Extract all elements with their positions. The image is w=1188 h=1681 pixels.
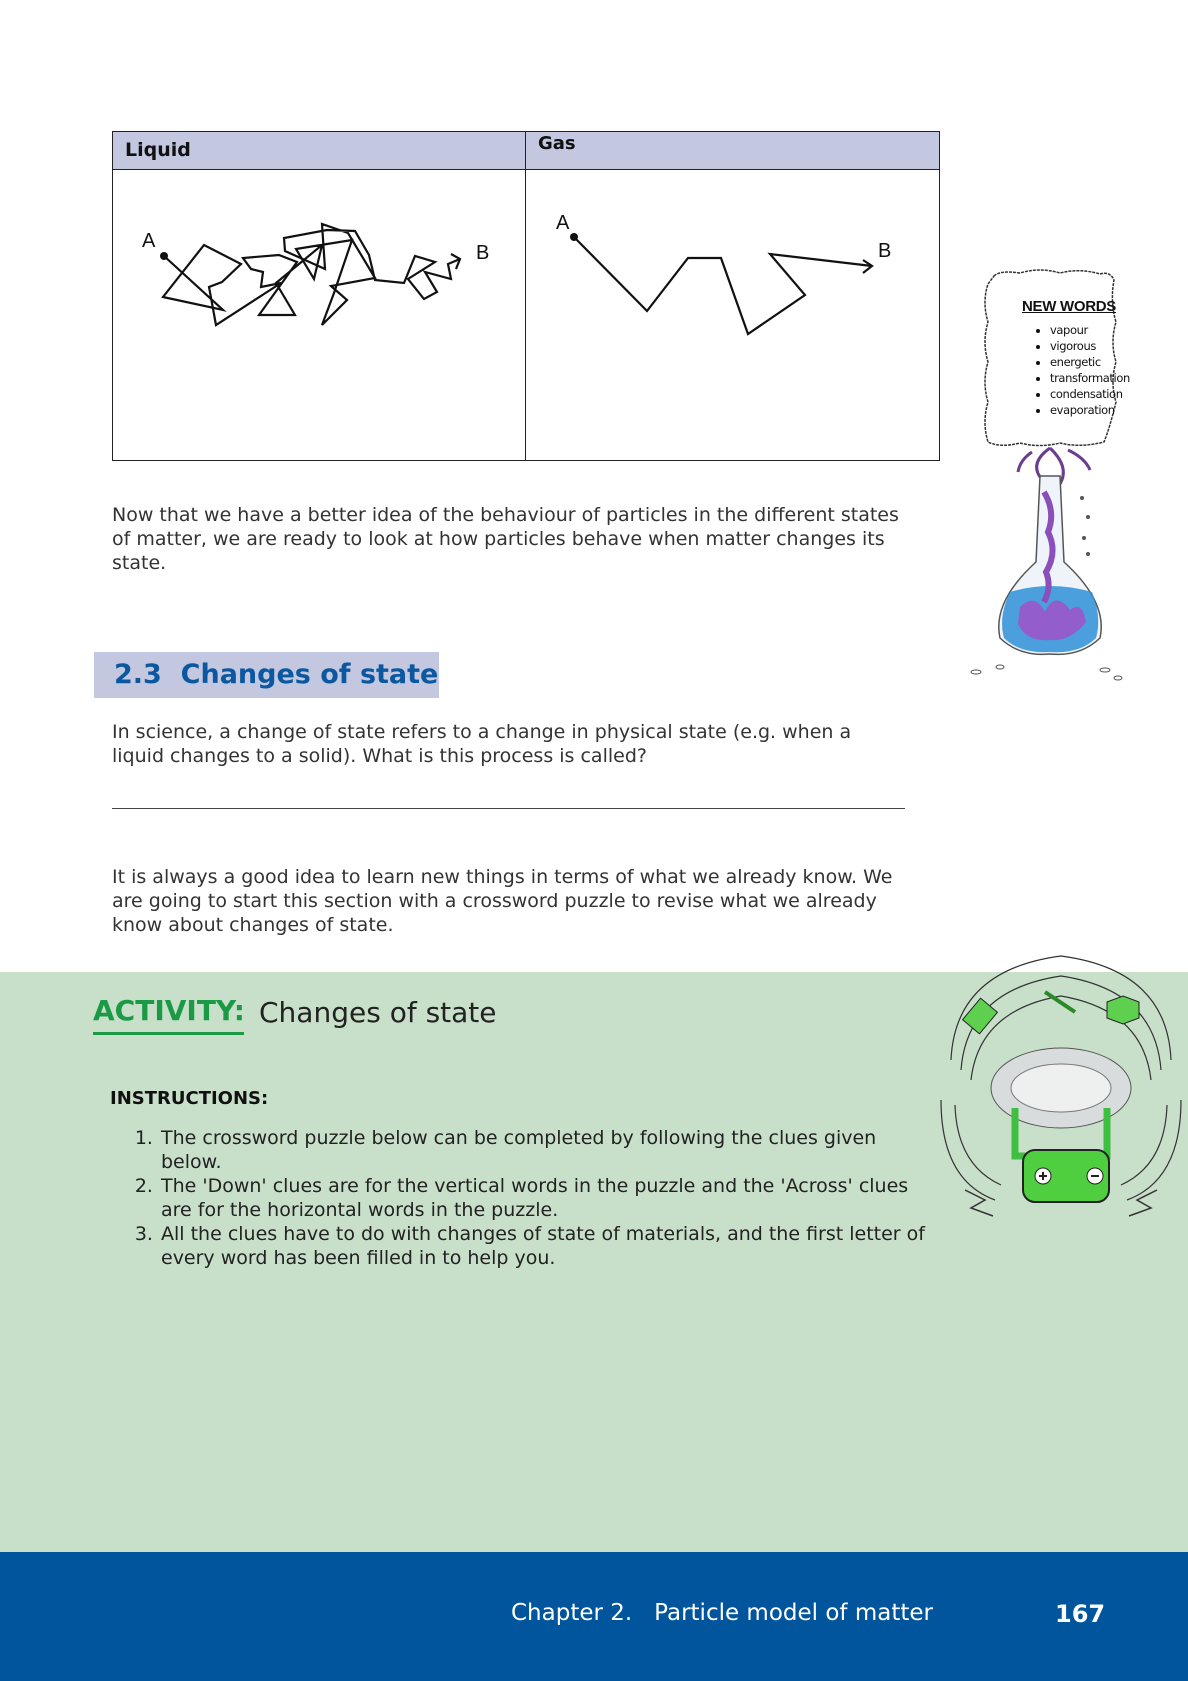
- liquid-label-b: B: [476, 242, 490, 264]
- list-item: 1. The crossword puzzle below can be completed by following the clues given below.: [159, 1126, 939, 1174]
- gas-start-point: [570, 233, 578, 241]
- instructions-list: [112, 1126, 939, 1270]
- table-header-liquid: Liquid: [113, 132, 526, 170]
- list-item: • vapour: [1050, 322, 1130, 338]
- gas-path-diagram: [526, 170, 939, 460]
- particle-motion-table: [112, 131, 940, 461]
- section-number: 2.3: [114, 659, 162, 690]
- crossword-intro-paragraph: It is always a good idea to learn new things in terms of what we already know. We are going to start this section with a crossword puzzle to revise what we already know about changes of state.: [112, 866, 893, 936]
- gas-label-b: B: [878, 240, 892, 262]
- section-heading: [94, 652, 439, 698]
- slinky-battery-illustration: [935, 950, 1188, 1275]
- page-number: 167: [1055, 1600, 1106, 1628]
- question-paragraph: In science, a change of state refers to a change in physical state (e.g. when a liquid changes to a solid). What is this process is called?: [112, 721, 852, 767]
- answer-line[interactable]: [112, 808, 905, 809]
- footer-chapter-title: Chapter 2. Particle model of matter: [511, 1600, 933, 1626]
- page-footer: [0, 1552, 1188, 1681]
- list-item: • vigorous: [1050, 338, 1130, 354]
- intro-paragraph: Now that we have a better idea of the behaviour of particles in the different states of matter, we are ready to look at how particles behave when matter changes its state.: [112, 504, 899, 574]
- liquid-start-point: [160, 252, 168, 260]
- new-words-list: [1033, 322, 1130, 418]
- gas-label-a: A: [556, 212, 570, 234]
- list-item: • evaporation: [1050, 402, 1130, 418]
- liquid-path-diagram: [113, 170, 525, 460]
- new-words-title: NEW WORDS: [1022, 298, 1116, 315]
- list-item: • transformation: [1050, 370, 1130, 386]
- list-item: 3. All the clues have to do with changes of state of materials, and the first letter of every word has been filled in to help you.: [159, 1222, 939, 1270]
- activity-label-underline: [93, 1032, 244, 1035]
- activity-label: ACTIVITY:: [93, 994, 245, 1027]
- table-header-gas: Gas: [526, 132, 939, 170]
- section-title: Changes of state: [180, 659, 439, 690]
- list-item: 2. The 'Down' clues are for the vertical words in the puzzle and the 'Across' clues are for the horizontal words in the puzzle.: [159, 1174, 939, 1222]
- liquid-label-a: A: [142, 230, 156, 252]
- list-item: • energetic: [1050, 354, 1130, 370]
- instructions-heading: INSTRUCTIONS:: [110, 1088, 269, 1109]
- activity-title: Changes of state: [259, 996, 497, 1029]
- list-item: • condensation: [1050, 386, 1130, 402]
